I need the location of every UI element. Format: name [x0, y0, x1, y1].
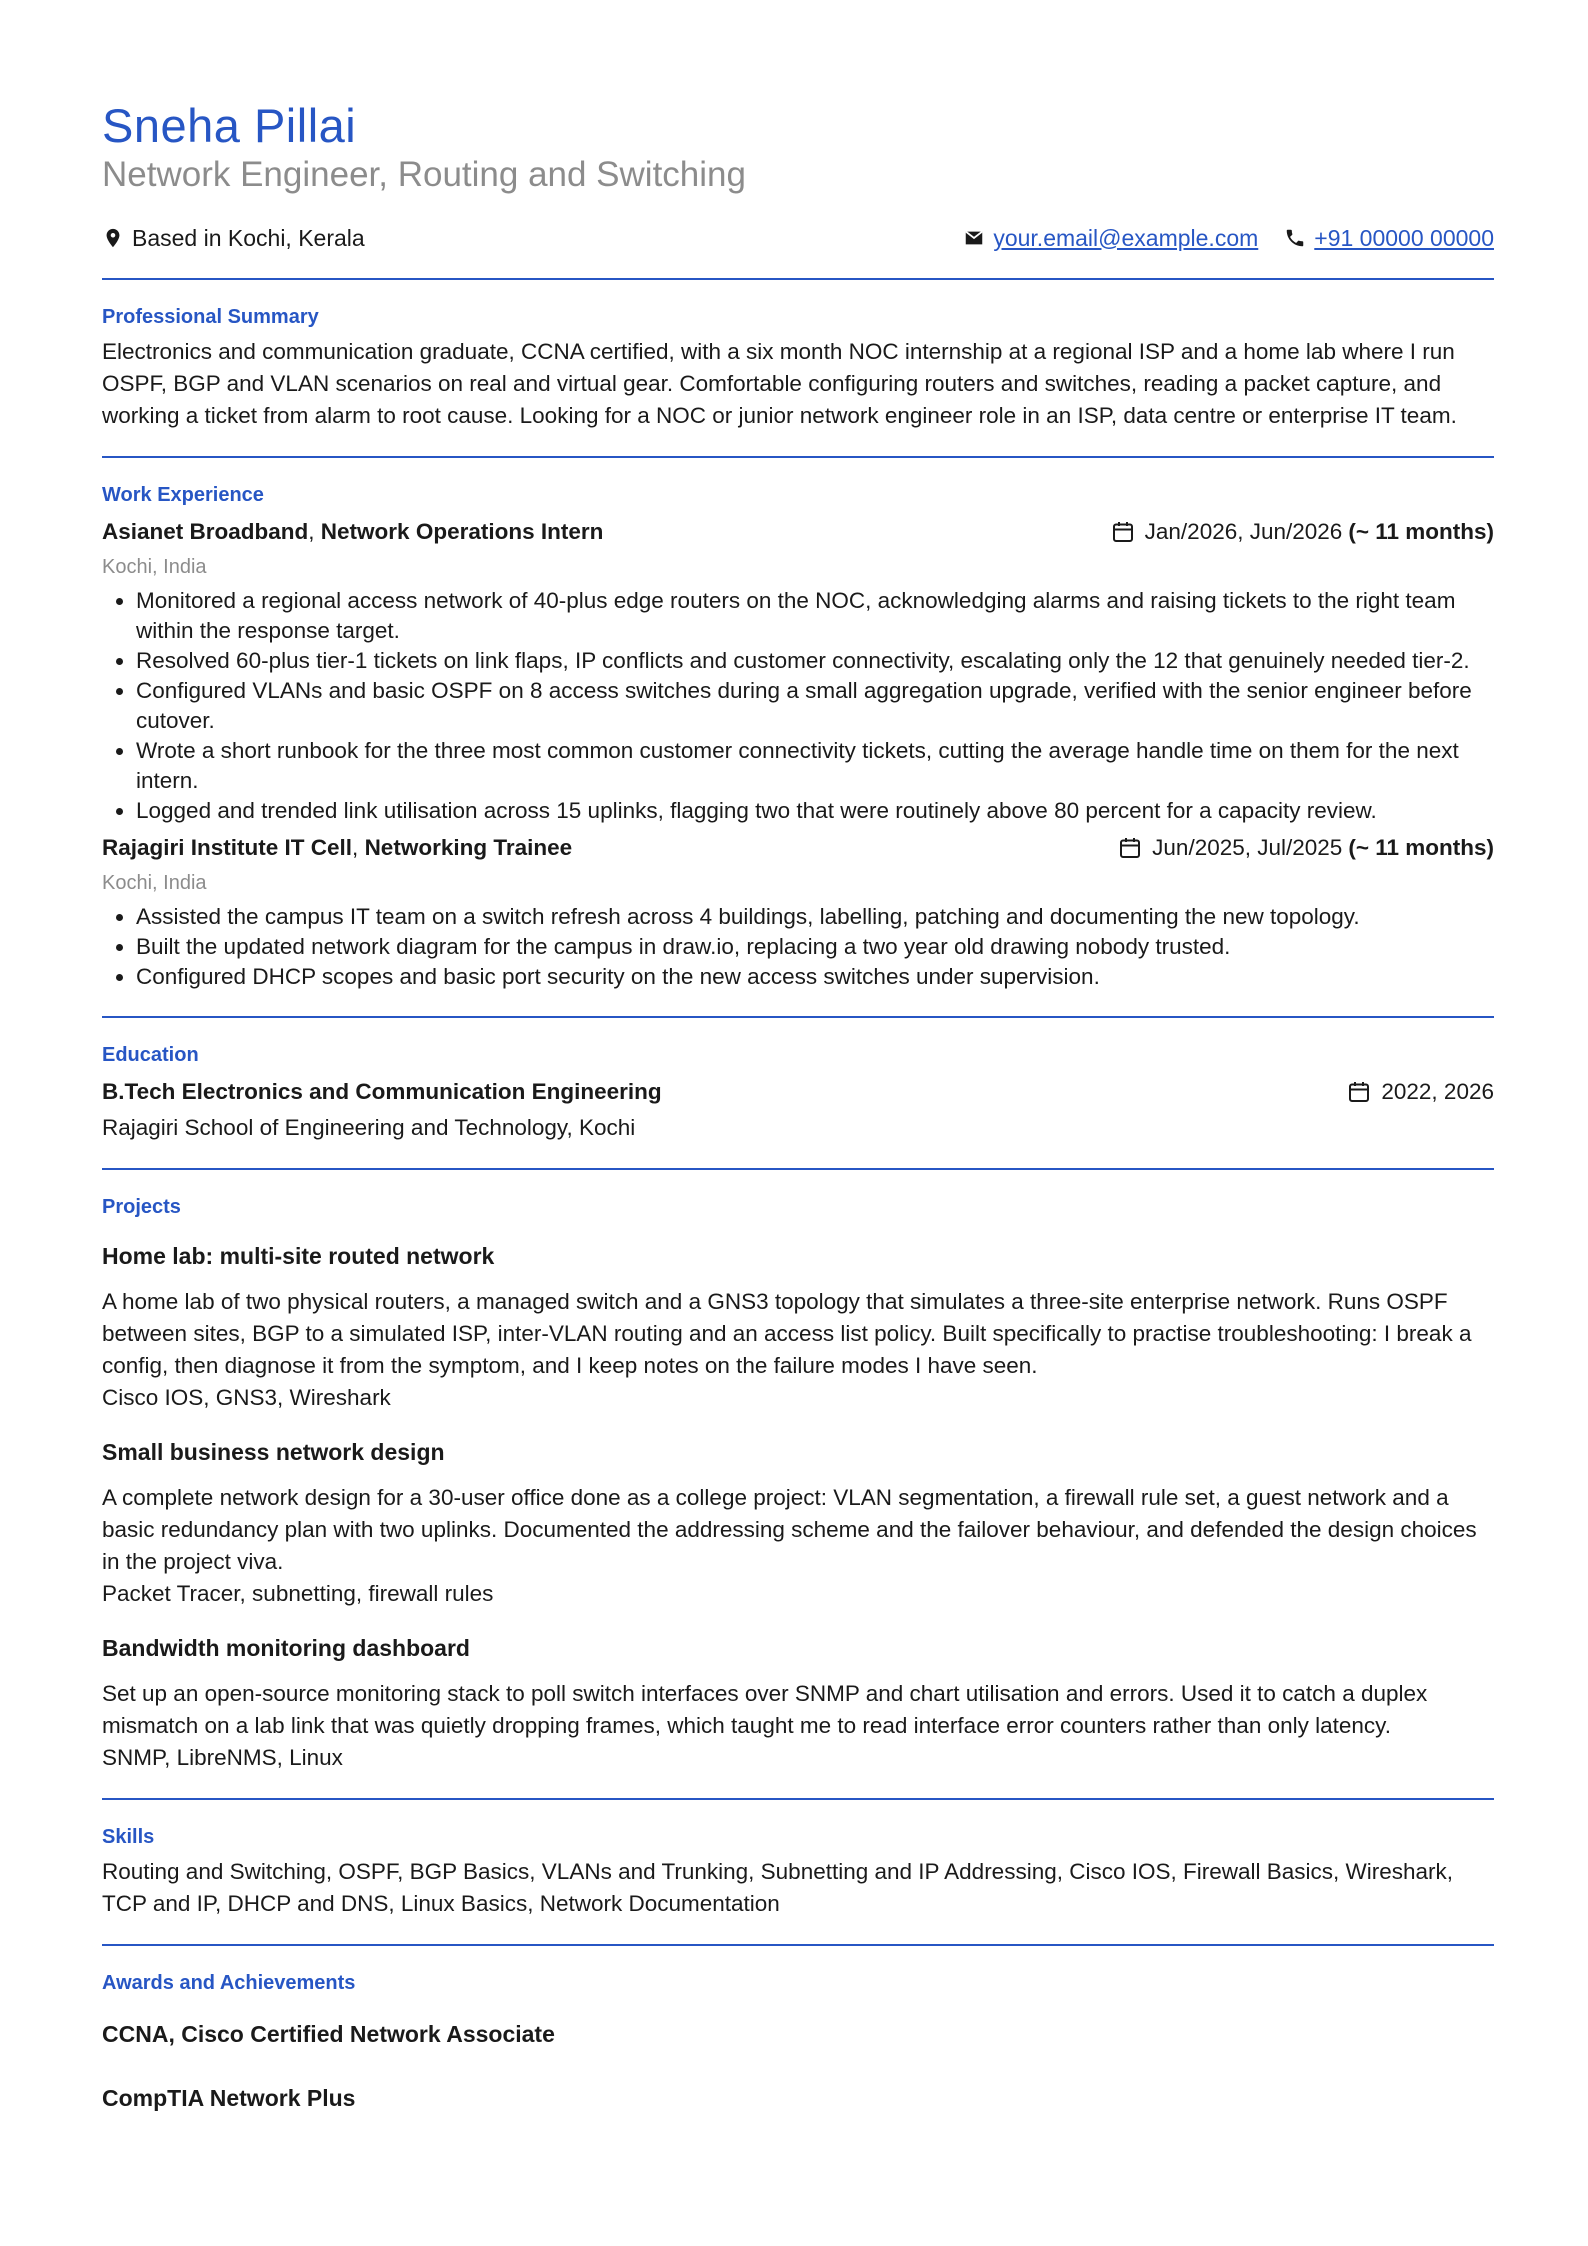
email-link[interactable]: your.email@example.com: [993, 224, 1259, 251]
job-duration: (~ 11 months): [1348, 519, 1494, 544]
projects-section: [102, 1170, 1494, 1774]
phone-icon: [1284, 227, 1306, 249]
map-pin-icon: [102, 227, 124, 249]
project-entry: [102, 1632, 1494, 1774]
award-item: CCNA, Cisco Certified Network Associate: [102, 2021, 555, 2047]
experience-section: [102, 458, 1494, 992]
calendar-icon: [1347, 1080, 1371, 1104]
job-entry: [102, 832, 1494, 992]
education-school: Rajagiri School of Engineering and Technology, Kochi: [102, 1115, 636, 1140]
job-dates: [1118, 832, 1494, 864]
list-item: • Logged and trended link utilisation across 15 uplinks, flagging two that were routinely above 80 percent for a capacity review.: [136, 796, 1494, 826]
project-description: A home lab of two physical routers, a managed switch and a GNS3 topology that simulates a three-site enterprise network. Runs OSPF between sites, BGP to a simulated ISP, inter-VLAN routing and an access list policy. Built specifically to practise troubleshooting: I break a config, then diagnose it from the symptom, and I keep notes on the failure modes I have seen.: [102, 1289, 1472, 1378]
phone-item: [1284, 225, 1494, 252]
awards-heading: Awards and Achievements: [102, 1972, 356, 1994]
email-item: [963, 225, 1258, 252]
list-item: • Monitored a regional access network of 40-plus edge routers on the NOC, acknowledging alarms and raising tickets to the right team within the response target.: [136, 586, 1494, 646]
summary-heading: Professional Summary: [102, 306, 319, 328]
projects-heading: Projects: [102, 1196, 181, 1218]
list-item: • Configured DHCP scopes and basic port security on the new access switches under supervision.: [136, 962, 1494, 992]
calendar-icon: [1111, 520, 1135, 544]
job-location: Kochi, India: [102, 872, 207, 894]
job-location: Kochi, India: [102, 556, 207, 578]
project-title: Small business network design: [102, 1439, 445, 1465]
job-date-range: Jan/2026, Jun/2026: [1144, 519, 1343, 544]
education-section: [102, 1018, 1494, 1144]
project-entry: [102, 1436, 1494, 1610]
job-dates: [1111, 516, 1494, 548]
phone-link[interactable]: +91 00000 00000: [1314, 224, 1494, 251]
education-date-range: 2022, 2026: [1381, 1079, 1494, 1104]
experience-heading: Work Experience: [102, 484, 264, 506]
location-text: Based in Kochi, Kerala: [132, 224, 365, 251]
skills-section: [102, 1800, 1494, 1920]
awards-section: [102, 1946, 1494, 2114]
project-tools: Cisco IOS, GNS3, Wireshark: [102, 1385, 391, 1410]
location-item: [102, 225, 365, 252]
summary-section: [102, 280, 1494, 432]
candidate-name: Sneha Pillai: [102, 99, 357, 152]
job-company: Asianet Broadband: [102, 519, 309, 544]
list-item: • Built the updated network diagram for the campus in draw.io, replacing a two year old drawing nobody trusted.: [136, 932, 1494, 962]
list-item: • Assisted the campus IT team on a switch refresh across 4 buildings, labelling, patching and documenting the new topology.: [136, 902, 1494, 932]
education-dates: [1347, 1076, 1494, 1108]
education-header: [102, 1076, 1494, 1108]
contact-row: [102, 222, 1494, 254]
project-title: Bandwidth monitoring dashboard: [102, 1635, 470, 1661]
education-heading: Education: [102, 1044, 199, 1066]
contact-links: [963, 225, 1494, 252]
job-role: Networking Trainee: [364, 835, 573, 860]
job-company: Rajagiri Institute IT Cell: [102, 835, 353, 860]
job-date-range: Jun/2025, Jul/2025: [1152, 835, 1343, 860]
summary-text: Electronics and communication graduate, CCNA certified, with a six month NOC internship at a regional ISP and a home lab where I run OSPF, BGP and VLAN scenarios on real and virtual gear. Comfortable configuring routers and switches, reading a packet capture, and working a ticket from alarm to root cause. Looking for a NOC or junior network engineer role in an ISP, data centre or enterprise IT team.: [102, 339, 1457, 428]
job-header: Rajagiri Institute IT Cell, Networking Trainee Jun/2025, Jul/2025 (~ 11 months): [102, 832, 1494, 864]
list-item: • Configured VLANs and basic OSPF on 8 access switches during a small aggregation upgrade, verified with the senior engineer before cutover.: [136, 676, 1494, 736]
award-item: CompTIA Network Plus: [102, 2085, 356, 2111]
candidate-title: Network Engineer, Routing and Switching: [102, 155, 746, 194]
project-title: Home lab: multi-site routed network: [102, 1243, 495, 1269]
project-description: A complete network design for a 30-user office done as a college project: VLAN segmentation, a firewall rule set, a guest network and a basic redundancy plan with two uplinks. Documented the addressing scheme and the failover behaviour, and defended the design choices in the project viva.: [102, 1485, 1477, 1574]
skills-heading: Skills: [102, 1826, 155, 1848]
job-entry: [102, 516, 1494, 826]
project-tools: Packet Tracer, subnetting, firewall rules: [102, 1581, 494, 1606]
job-header: Asianet Broadband, Network Operations Intern Jan/2026, Jun/2026 (~ 11 months): [102, 516, 1494, 548]
job-bullets: [102, 902, 1494, 992]
list-item: • Resolved 60-plus tier-1 tickets on link flaps, IP conflicts and customer connectivity, escalating only the 12 that genuinely needed tier-2.: [136, 646, 1494, 676]
skills-text: Routing and Switching, OSPF, BGP Basics, VLANs and Trunking, Subnetting and IP Addressing, Cisco IOS, Firewall Basics, Wireshark, TCP and IP, DHCP and DNS, Linux Basics, Network Documentation: [102, 1859, 1454, 1916]
project-tools: SNMP, LibreNMS, Linux: [102, 1745, 343, 1770]
calendar-icon: [1118, 836, 1142, 860]
envelope-icon: [963, 227, 985, 249]
resume-page: [102, 98, 1494, 2114]
project-entry: [102, 1240, 1494, 1414]
list-item: • Wrote a short runbook for the three most common customer connectivity tickets, cutting the average handle time on them for the next intern.: [136, 736, 1494, 796]
project-description: Set up an open-source monitoring stack to poll switch interfaces over SNMP and chart utilisation and errors. Used it to catch a duplex mismatch on a lab link that was quietly dropping frames, which taught me to read interface error counters rather than only latency.: [102, 1681, 1428, 1738]
job-duration: (~ 11 months): [1348, 835, 1494, 860]
education-degree: B.Tech Electronics and Communication Engineering: [102, 1079, 662, 1104]
job-bullets: [102, 586, 1494, 826]
job-role: Network Operations Intern: [320, 519, 604, 544]
